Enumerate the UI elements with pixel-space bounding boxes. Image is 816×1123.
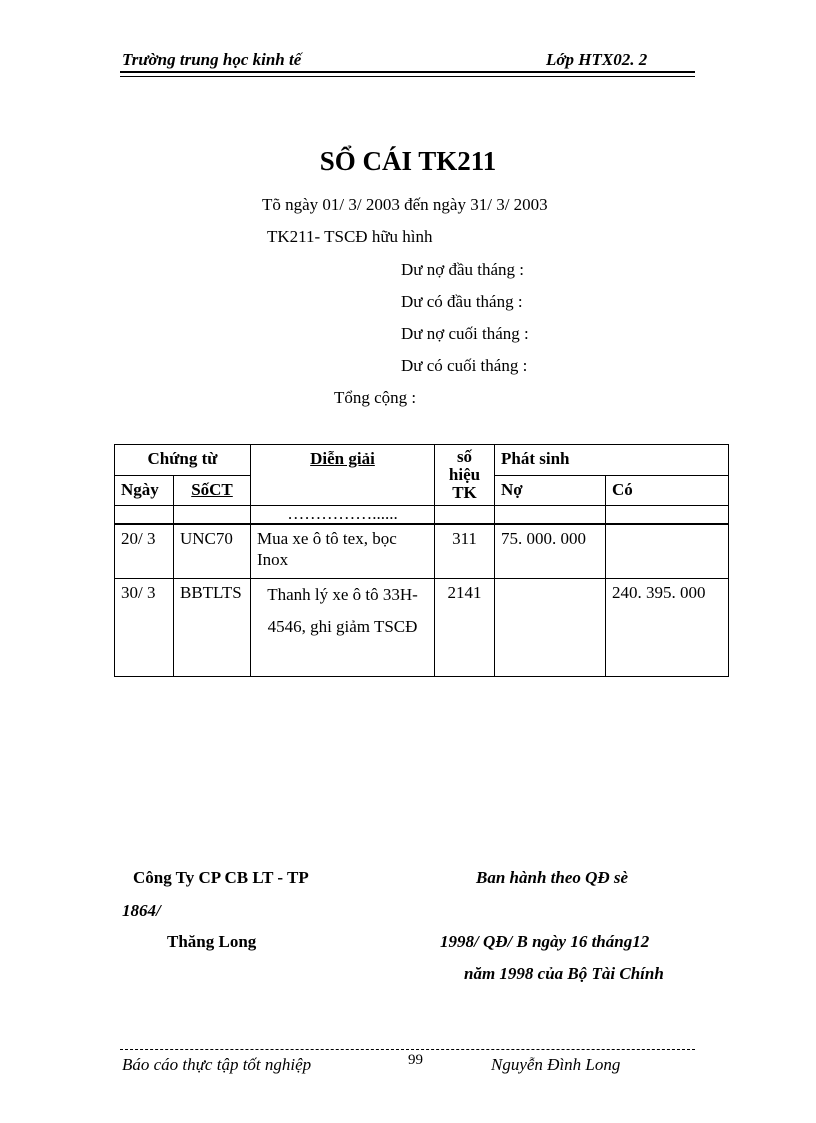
decision-line-1: Ban hành theo QĐ sè xyxy=(476,868,629,887)
table-row-dots xyxy=(115,506,729,525)
company-line-3: Thăng Long xyxy=(167,932,257,951)
row-description: Thanh lý xe ô tô 33H- 4546, ghi giảm TSCĐ xyxy=(251,578,435,676)
opening-credit-label: Dư có đầu tháng : xyxy=(401,292,523,311)
ledger-title: SỔ CÁI TK211 xyxy=(319,146,497,176)
ledger-account: TK211- TSCĐ hữu hình xyxy=(267,227,433,246)
row-voucher-no: BBTLTS xyxy=(174,578,251,676)
row-debit xyxy=(495,578,606,676)
ledger-table xyxy=(114,444,729,677)
decision-line-2: 1998/ QĐ/ B ngày 16 tháng12 xyxy=(440,932,650,951)
header-account-no: số hiệu TK xyxy=(435,445,495,506)
footer-report-title: Báo cáo thực tập tốt nghiệp xyxy=(122,1055,312,1074)
row-account-no: 2141 xyxy=(435,578,495,676)
header-credit: Có xyxy=(606,475,729,506)
dots-cell-empty xyxy=(174,506,251,525)
opening-debit-label: Dư nợ đầu tháng : xyxy=(401,260,525,279)
closing-debit-label: Dư nợ cuối tháng : xyxy=(401,324,529,343)
row-debit: 75. 000. 000 xyxy=(495,524,606,578)
dots-cell: ……………...... xyxy=(251,506,435,525)
header-rule-thin xyxy=(120,76,695,77)
row-credit: 240. 395. 000 xyxy=(606,578,729,676)
table-header-row xyxy=(115,445,729,476)
footer-rule xyxy=(120,1049,695,1050)
ledger-period: Tõ ngày 01/ 3/ 2003 đến ngày 31/ 3/ 2003 xyxy=(262,195,548,214)
row-voucher-no: UNC70 xyxy=(174,524,251,578)
header-voucher: Chứng từ xyxy=(115,445,251,476)
total-label: Tổng cộng : xyxy=(334,388,417,407)
row-description: Mua xe ô tô tex, bọc Inox xyxy=(251,524,435,578)
header-debit: Nợ xyxy=(495,475,606,506)
header-voucher-no-label: SốCT xyxy=(191,479,233,499)
dots-cell-empty xyxy=(606,506,729,525)
header-description xyxy=(251,445,435,506)
row-date: 30/ 3 xyxy=(115,578,174,676)
header-voucher-no xyxy=(174,475,251,506)
row-credit xyxy=(606,524,729,578)
row-date: 20/ 3 xyxy=(115,524,174,578)
dots-cell-empty xyxy=(115,506,174,525)
header-rule-thick xyxy=(120,71,695,73)
header-arising: Phát sinh xyxy=(495,445,729,476)
header-class: Lớp HTX02. 2 xyxy=(546,50,648,69)
header-date: Ngày xyxy=(115,475,174,506)
dots-cell-empty xyxy=(495,506,606,525)
table-row xyxy=(115,524,729,578)
company-line-1: Công Ty CP CB LT - TP xyxy=(133,868,309,887)
row-account-no: 311 xyxy=(435,524,495,578)
footer-author: Nguyễn Đình Long xyxy=(491,1055,621,1074)
decision-line-3: năm 1998 của Bộ Tài Chính xyxy=(464,964,664,983)
footer-page-number: 99 xyxy=(408,1052,423,1068)
header-school: Trường trung học kinh tế xyxy=(122,50,302,69)
table-row xyxy=(115,578,729,676)
header-description-label: Diễn giải xyxy=(310,449,375,468)
closing-credit-label: Dư có cuối tháng : xyxy=(401,356,528,375)
dots-cell-empty xyxy=(435,506,495,525)
company-line-2: 1864/ xyxy=(122,901,161,920)
